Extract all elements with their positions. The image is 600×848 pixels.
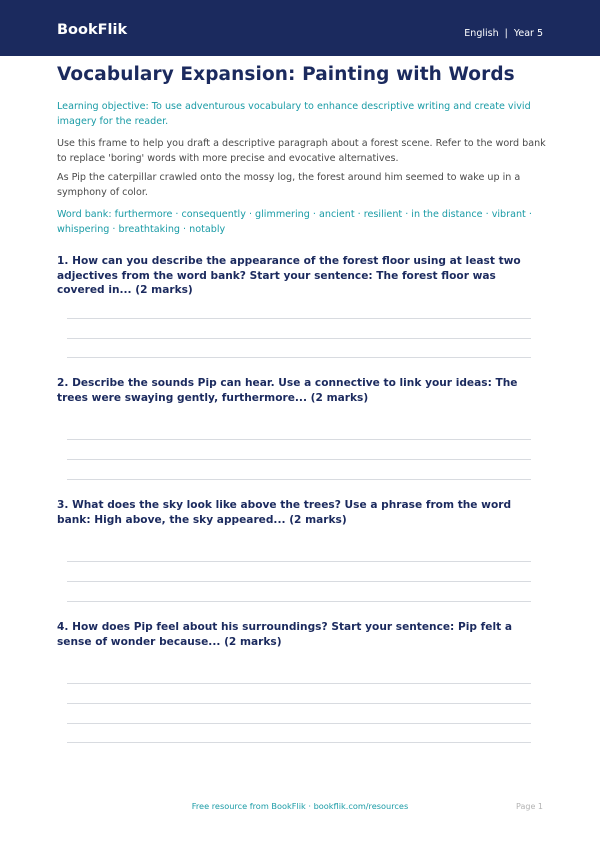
answer-line-4b[interactable] — [67, 703, 531, 704]
answer-line-3c[interactable] — [67, 601, 531, 602]
page-title: Vocabulary Expansion: Painting with Words — [57, 64, 515, 85]
subject-label: English — [464, 28, 499, 39]
answer-line-1c[interactable] — [67, 357, 531, 358]
question-1: 1. How can you describe the appearance of the forest floor using at least two adjectives from the word bank? Start your sentence: The forest floor was covered in... (2 marks) — [57, 255, 521, 296]
word-bank: Word bank: furthermore · consequently · glimmering · ancient · resilient · in the distance · vibrant · whispering · breathtaking · notably — [57, 209, 532, 235]
answer-line-4c[interactable] — [67, 723, 531, 724]
story-excerpt: As Pip the caterpillar crawled onto the mossy log, the forest around him seemed to wake up in a symphony of color. — [57, 172, 521, 198]
page-number: Page 1 — [516, 802, 543, 811]
answer-line-3b[interactable] — [67, 581, 531, 582]
answer-line-4a[interactable] — [67, 683, 531, 684]
answer-line-3a[interactable] — [67, 561, 531, 562]
page-header — [0, 0, 600, 56]
answer-line-1a[interactable] — [67, 318, 531, 319]
brand-logo: BookFlik — [57, 22, 128, 38]
answer-line-2a[interactable] — [67, 439, 531, 440]
answer-line-1b[interactable] — [67, 338, 531, 339]
instructions-text: Use this frame to help you draft a descriptive paragraph about a forest scene. Refer to the word bank to replace 'boring' words with more precise and evocative alternatives. — [57, 138, 546, 164]
answer-line-2c[interactable] — [67, 479, 531, 480]
question-2: 2. Describe the sounds Pip can hear. Use a connective to link your ideas: The trees were swaying gently, furthermore... (2 marks) — [57, 377, 518, 404]
question-4: 4. How does Pip feel about his surroundings? Start your sentence: Pip felt a sense of wonder because... (2 marks) — [57, 621, 512, 648]
footer-source-link[interactable]: Free resource from BookFlik · bookflik.com/resources — [191, 801, 409, 811]
answer-line-4d[interactable] — [67, 742, 531, 743]
year-label: Year 5 — [513, 28, 543, 39]
answer-line-2b[interactable] — [67, 459, 531, 460]
meta-separator: | — [504, 28, 508, 39]
subject-year-label — [464, 28, 543, 39]
question-3: 3. What does the sky look like above the trees? Use a phrase from the word bank: High above, the sky appeared... (2 marks) — [57, 499, 512, 526]
learning-objective: Learning objective: To use adventurous vocabulary to enhance descriptive writing and create vivid imagery for the reader. — [57, 101, 531, 127]
